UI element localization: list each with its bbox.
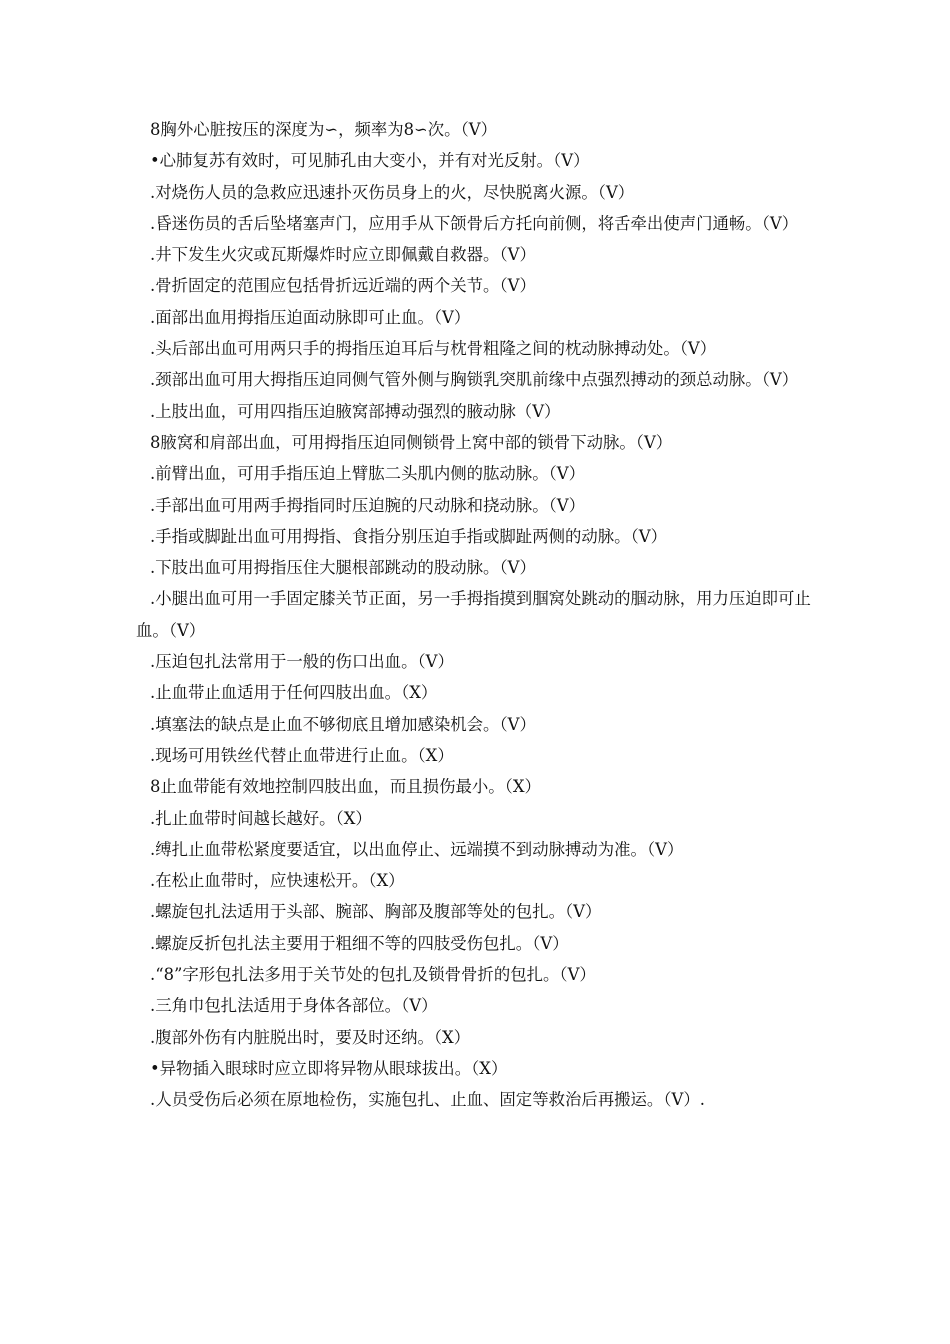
statement-item: .扎止血带时间越长越好。（X）	[150, 808, 372, 828]
statement-item: .昏迷伤员的舌后坠堵塞声门，应用手从下颌骨后方托向前侧，将舌牵出使声门通畅。（V）	[150, 213, 799, 233]
statement-item: .井下发生火灾或瓦斯爆炸时应立即佩戴自救器。（V）	[150, 245, 536, 265]
statement-item: .缚扎止血带松紧度要适宜，以出血停止、远端摸不到动脉搏动为准。（V）	[150, 839, 684, 859]
statement-item: .压迫包扎法常用于一般的伤口出血。（V）	[150, 652, 454, 672]
statement-item: .螺旋反折包扎法主要用于粗细不等的四肢受伤包扎。（V）	[150, 933, 569, 953]
statement-item: .颈部出血可用大拇指压迫同侧气管外侧与胸锁乳突肌前缘中点强烈搏动的颈总动脉。（V）	[150, 370, 799, 390]
statement-item: .面部出血用拇指压迫面动脉即可止血。（V）	[150, 307, 471, 327]
statement-item: .下肢出血可用拇指压住大腿根部跳动的股动脉。（V）	[150, 558, 536, 578]
statement-item: .现场可用铁丝代替止血带进行止血。（X）	[150, 745, 454, 765]
statement-item: .填塞法的缺点是止血不够彻底且增加感染机会。（V）	[150, 714, 536, 734]
statement-item: .手指或脚趾出血可用拇指、食指分别压迫手指或脚趾两侧的动脉。（V）	[150, 526, 667, 546]
statement-item: .对烧伤人员的急救应迅速扑灭伤员身上的火，尽快脱离火源。（V）	[150, 182, 635, 202]
statement-item: •异物插入眼球时应立即将异物从眼球拔出。（X）	[150, 1058, 508, 1078]
statement-item: .“8”字形包扎法多用于关节处的包扎及锁骨骨折的包扎。（V）	[150, 965, 596, 985]
statement-item: .止血带止血适用于任何四肢出血。（X）	[150, 683, 438, 703]
statement-item: .在松止血带时，应快速松开。（X）	[150, 871, 405, 891]
statement-item: .三角巾包扎法适用于身体各部位。（V）	[150, 996, 438, 1016]
statement-item: 8止血带能有效地控制四肢出血，而且损伤最小。（X）	[150, 777, 541, 797]
statement-item: .手部出血可用两手拇指同时压迫腕的尺动脉和挠动脉。（V）	[150, 495, 586, 515]
statement-item: .上肢出血，可用四指压迫腋窝部搏动强烈的腋动脉（V）	[150, 401, 561, 421]
statement-item: .小腿出血可用一手固定膝关节正面，另一手拇指摸到腘窝处跳动的腘动脉，用力压迫即可止血。（V）	[136, 589, 811, 640]
statement-item: .人员受伤后必须在原地检伤，实施包扎、止血、固定等救治后再搬运。（V）.	[150, 1090, 705, 1110]
statement-item: 8胸外心脏按压的深度为∽，频率为8∽次。（V）	[150, 120, 497, 139]
statement-item: .骨折固定的范围应包括骨折远近端的两个关节。（V）	[150, 276, 536, 296]
statement-item: .前臂出血，可用手指压迫上臂肱二头肌内侧的肱动脉。（V）	[150, 464, 586, 484]
statement-item: .头后部出血可用两只手的拇指压迫耳后与枕骨粗隆之间的枕动脉搏动处。（V）	[150, 339, 717, 359]
statement-item: •心肺复苏有效时，可见肺孔由大变小，并有对光反射。（V）	[150, 151, 590, 171]
statement-item: .螺旋包扎法适用于头部、腕部、胸部及腹部等处的包扎。（V）	[150, 902, 602, 922]
statement-item: .腹部外伤有内脏脱出时，要及时还纳。（X）	[150, 1027, 471, 1047]
statement-item: 8腋窝和肩部出血，可用拇指压迫同侧锁骨上窝中部的锁骨下动脉。（V）	[150, 432, 673, 452]
statement-list	[136, 114, 818, 1116]
